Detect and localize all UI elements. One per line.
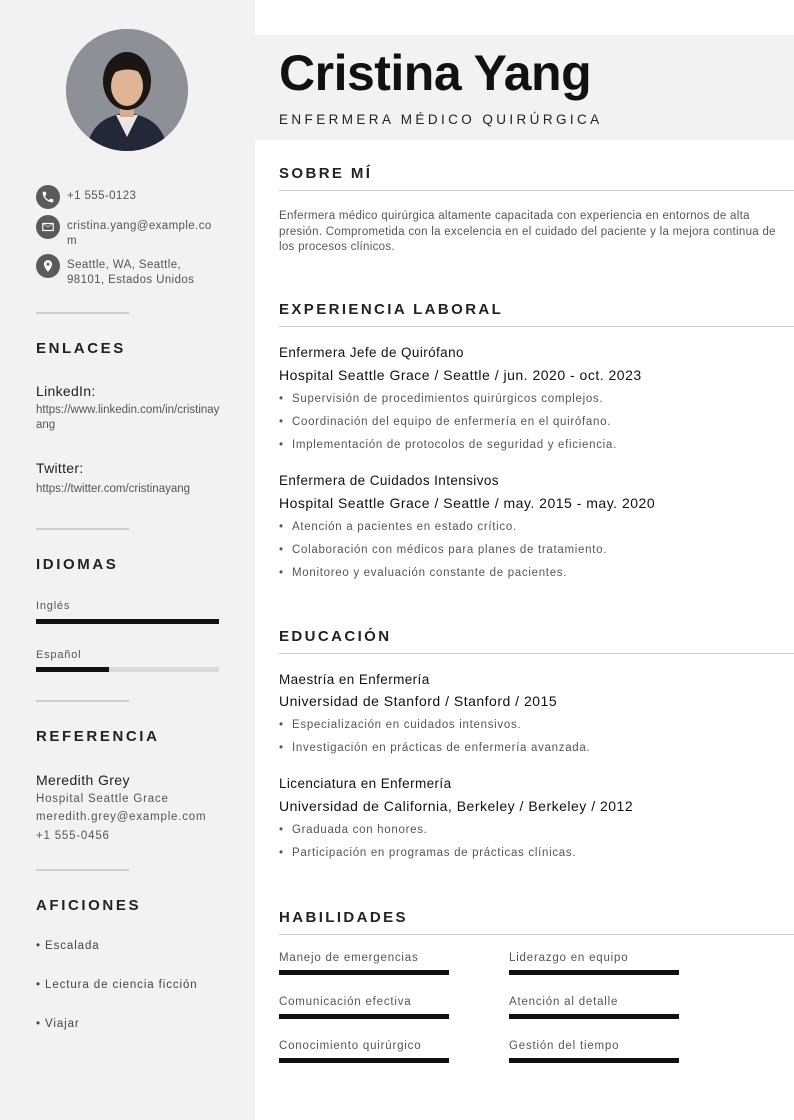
- degree-bullet: • Especialización en cuidados intensivos.: [279, 719, 521, 731]
- language-bar-fill: [36, 619, 219, 624]
- reference-name: Meredith Grey: [36, 772, 130, 788]
- language-label-spanish: Español: [36, 649, 82, 661]
- hobby-item: • Lectura de ciencia ficción: [36, 979, 198, 991]
- language-bar-spanish: [36, 667, 219, 672]
- twitter-label: Twitter:: [36, 460, 84, 476]
- skill-label: Gestión del tiempo: [509, 1040, 620, 1052]
- skill-bar: [509, 1014, 679, 1019]
- job-bullet: • Colaboración con médicos para planes de tratamiento.: [279, 544, 607, 556]
- experience-heading: EXPERIENCIA LABORAL: [279, 301, 504, 318]
- job-bullet: • Monitoreo y evaluación constante de pacientes.: [279, 567, 567, 579]
- language-label-english: Inglés: [36, 600, 71, 612]
- job-title: Enfermera Jefe de Quirófano: [279, 345, 464, 360]
- skill-bar-fill: [279, 1058, 449, 1063]
- reference-heading: REFERENCIA: [36, 728, 160, 745]
- contact-address: [36, 254, 215, 288]
- linkedin-label: LinkedIn:: [36, 383, 96, 399]
- skill-bar: [509, 970, 679, 975]
- hobbies-heading: AFICIONES: [36, 897, 142, 914]
- skill-label: Liderazgo en equipo: [509, 952, 629, 964]
- email-text[interactable]: cristina.yang@example.com: [67, 220, 212, 247]
- skill-label: Manejo de emergencias: [279, 952, 419, 964]
- job-bullet: • Implementación de protocolos de seguridad y eficiencia.: [279, 439, 617, 451]
- language-bar-fill: [36, 667, 109, 672]
- contact-phone: [36, 185, 215, 209]
- envelope-icon: [36, 215, 60, 239]
- sidebar-divider: [36, 869, 129, 871]
- avatar: [66, 29, 188, 151]
- hobby-item-label: Viajar: [45, 1018, 80, 1030]
- skill-bar-fill: [279, 970, 449, 975]
- degree-bullet: • Investigación en prácticas de enfermería avanzada.: [279, 742, 590, 754]
- languages-heading: IDIOMAS: [36, 556, 119, 573]
- job-subtitle: Hospital Seattle Grace / Seattle / jun. 2020 - oct. 2023: [279, 367, 642, 383]
- skill-label: Conocimiento quirúrgico: [279, 1040, 422, 1052]
- skill-bar: [509, 1058, 679, 1063]
- degree-bullet: • Graduada con honores.: [279, 824, 428, 836]
- hobby-item-label: Escalada: [45, 940, 100, 952]
- avatar-portrait-icon: [66, 29, 188, 151]
- links-heading: ENLACES: [36, 340, 126, 357]
- job-bullet: • Supervisión de procedimientos quirúrgicos complejos.: [279, 393, 603, 405]
- language-bar-english: [36, 619, 219, 624]
- sidebar-divider: [36, 312, 129, 314]
- linkedin-link[interactable]: https://www.linkedin.com/in/cristinayang: [36, 404, 220, 431]
- degree-title: Licenciatura en Enfermería: [279, 776, 452, 791]
- reference-phone: +1 555-0456: [36, 830, 110, 842]
- skill-bar: [279, 1014, 449, 1019]
- sidebar: [0, 0, 255, 1120]
- candidate-name: Cristina Yang: [279, 45, 592, 101]
- phone-icon: [36, 185, 60, 209]
- job-bullet: • Coordinación del equipo de enfermería en el quirófano.: [279, 416, 611, 428]
- about-text: Enfermera médico quirúrgica altamente capacitada con experiencia en entornos de alta presión. Comprometida con la excelencia en el cuidado del paciente y la mejora continua de los procesos clínicos.: [279, 210, 776, 253]
- degree-bullet: • Participación en programas de prácticas clínicas.: [279, 847, 576, 859]
- hobby-item: • Viajar: [36, 1018, 80, 1030]
- reference-company: Hospital Seattle Grace: [36, 793, 169, 805]
- location-pin-icon: [36, 254, 60, 278]
- section-rule: [279, 190, 794, 191]
- about-heading: SOBRE MÍ: [279, 165, 373, 182]
- hobby-item: • Escalada: [36, 940, 100, 952]
- skill-bar-fill: [509, 970, 679, 975]
- skill-bar: [279, 1058, 449, 1063]
- contact-email: [36, 215, 215, 249]
- phone-text: +1 555-0123: [67, 190, 137, 202]
- education-heading: EDUCACIÓN: [279, 628, 392, 645]
- skill-bar: [279, 970, 449, 975]
- sidebar-divider: [36, 700, 129, 702]
- section-rule: [279, 934, 794, 935]
- skill-bar-fill: [279, 1014, 449, 1019]
- degree-title: Maestría en Enfermería: [279, 672, 430, 687]
- skill-bar-fill: [509, 1014, 679, 1019]
- section-rule: [279, 326, 794, 327]
- reference-email[interactable]: meredith.grey@example.com: [36, 811, 207, 823]
- job-title: Enfermera de Cuidados Intensivos: [279, 473, 499, 488]
- skill-label: Atención al detalle: [509, 996, 619, 1008]
- job-bullet: • Atención a pacientes en estado crítico.: [279, 521, 517, 533]
- skill-label: Comunicación efectiva: [279, 996, 412, 1008]
- job-subtitle: Hospital Seattle Grace / Seattle / may. 2015 - may. 2020: [279, 495, 656, 511]
- twitter-link[interactable]: https://twitter.com/cristinayang: [36, 483, 191, 495]
- sidebar-divider: [36, 528, 129, 530]
- skill-bar-fill: [509, 1058, 679, 1063]
- skills-heading: HABILIDADES: [279, 909, 408, 926]
- address-text: Seattle, WA, Seattle, 98101, Estados Unidos: [67, 259, 195, 286]
- main-content: [255, 0, 794, 1120]
- section-rule: [279, 653, 794, 654]
- candidate-role: ENFERMERA MÉDICO QUIRÚRGICA: [279, 112, 603, 127]
- hobby-item-label: Lectura de ciencia ficción: [45, 979, 198, 991]
- degree-subtitle: Universidad de Stanford / Stanford / 2015: [279, 693, 558, 709]
- degree-subtitle: Universidad de California, Berkeley / Berkeley / 2012: [279, 798, 634, 814]
